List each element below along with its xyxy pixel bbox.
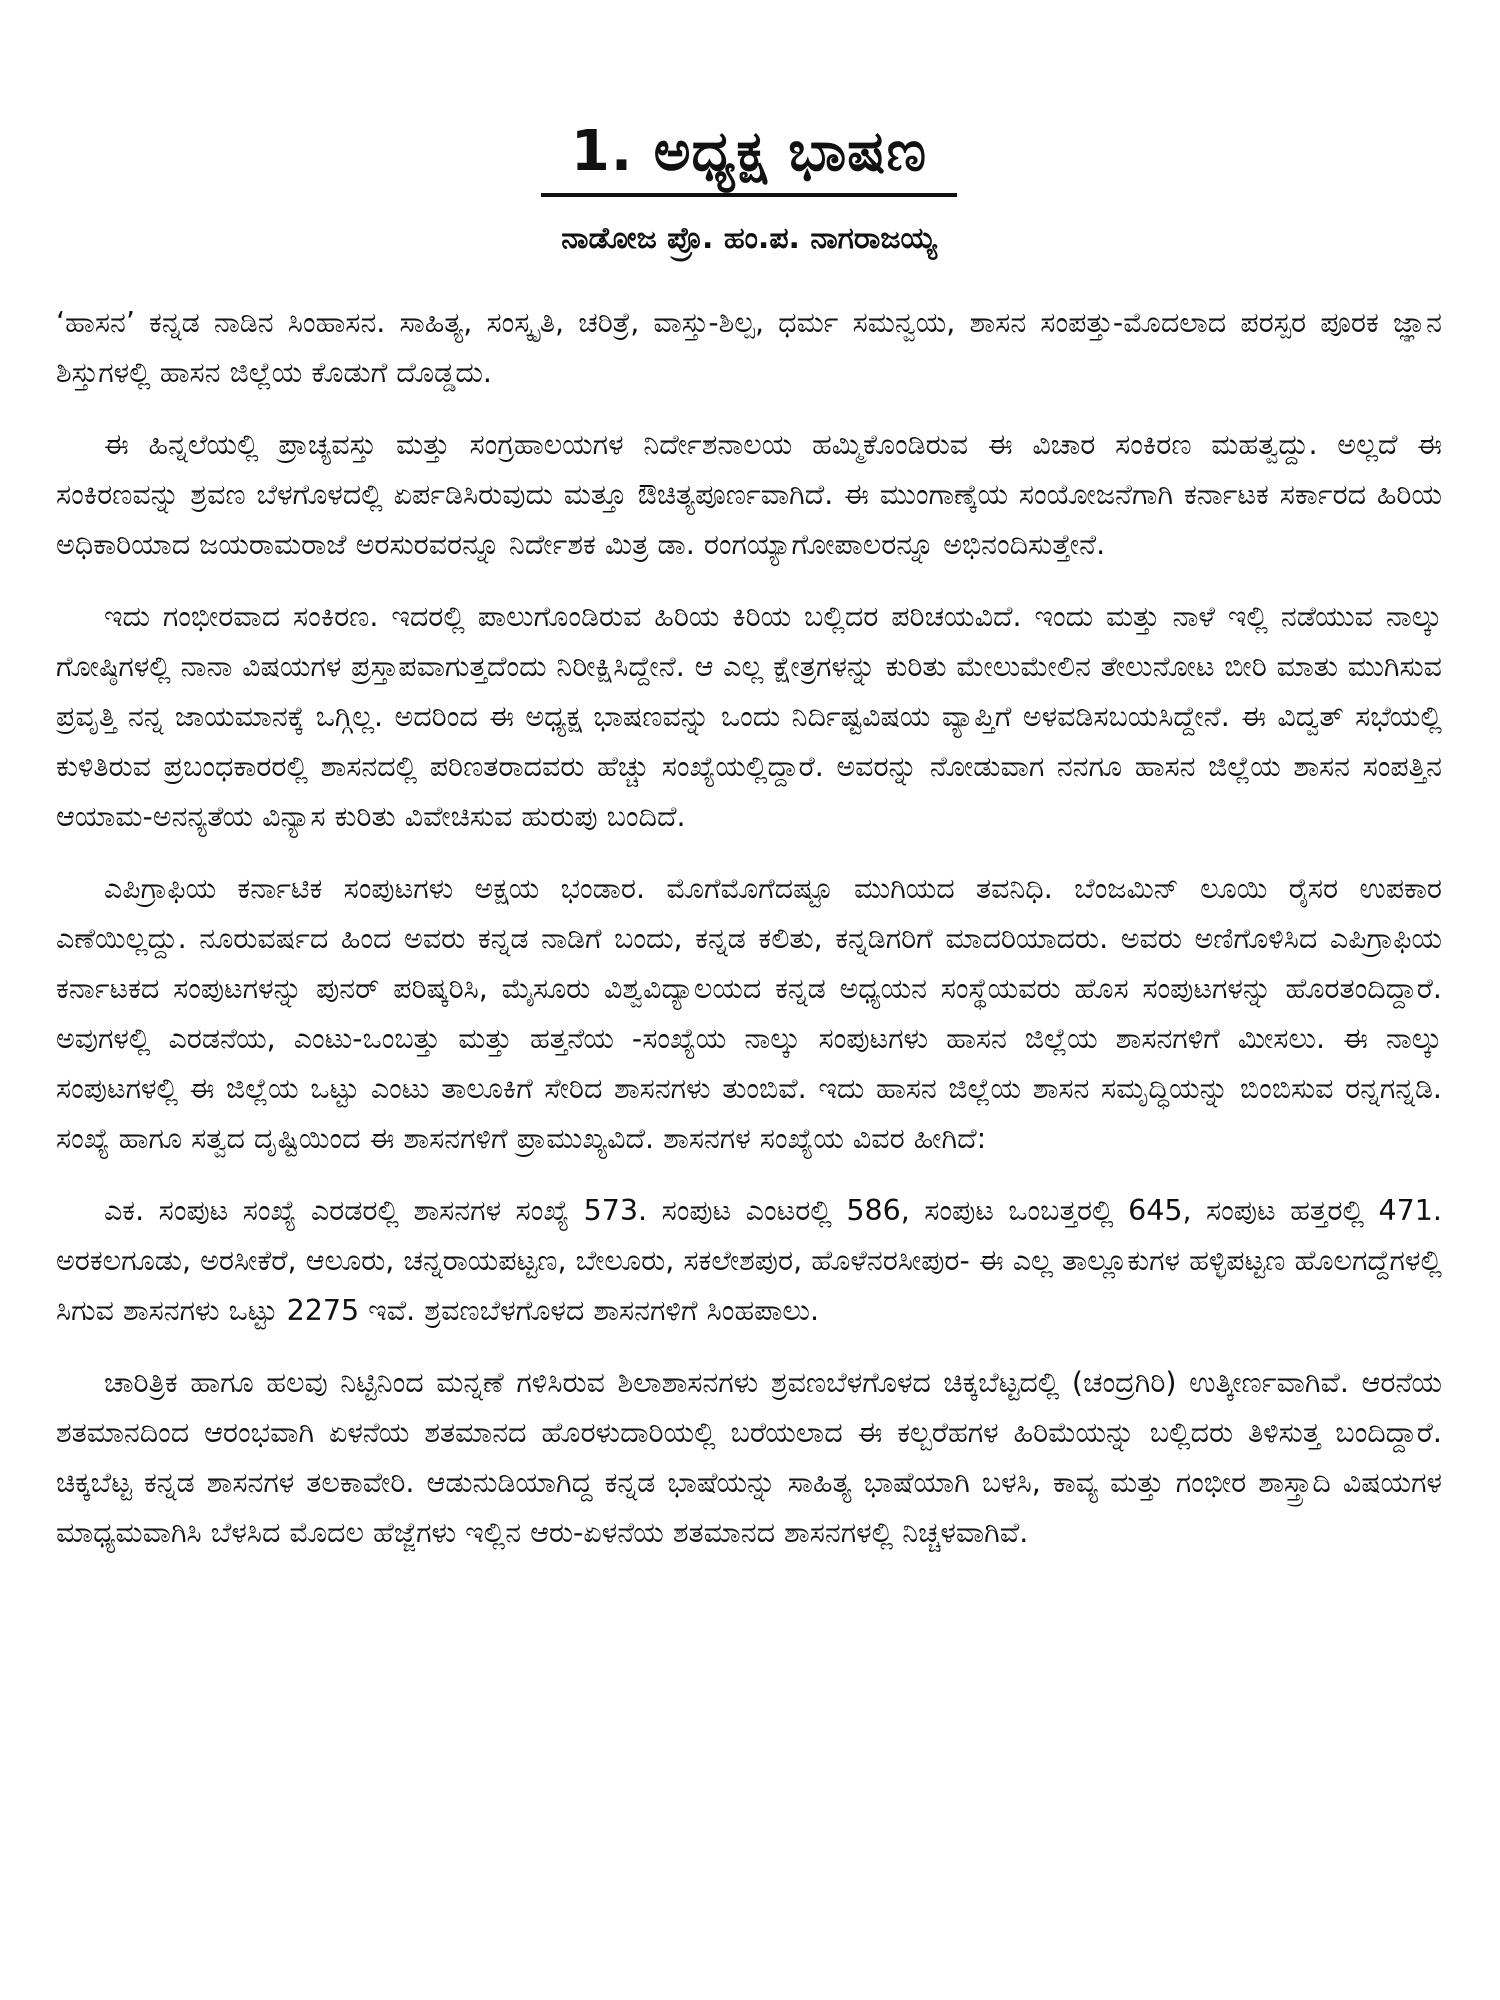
author-line: ನಾಡೋಜ ಪ್ರೊ. ಹಂ.ಪ. ನಾಗರಾಜಯ್ಯ xyxy=(561,221,937,257)
paragraph-3: ಇದು ಗಂಭೀರವಾದ ಸಂಕಿರಣ. ಇದರಲ್ಲಿ ಪಾಲುಗೊಂಡಿರುವ ಹಿರಿಯ ಕಿರಿಯ ಬಲ್ಲಿದರ ಪರಿಚಯವಿದೆ. ಇಂದು ಮತ್ತು ನಾಳೆ ಇಲ್ಲಿ ನಡೆಯುವ ನಾಲ್ಕು ಗೋಷ್ಠಿಗಳಲ್ಲಿ ನಾನಾ ವಿಷಯಗಳ ಪ್ರಸ್ತಾಪವಾಗುತ್ತದೆಂದು ನಿರೀಕ್ಷಿಸಿದ್ದೇನೆ. ಆ ಎಲ್ಲ ಕ್ಷೇತ್ರಗಳನ್ನು ಕುರಿತು ಮೇಲುಮೇಲಿನ ತೇಲುನೋಟ ಬೀರಿ ಮಾತು ಮುಗಿಸುವ ಪ್ರವೃತ್ತಿ ನನ್ನ ಜಾಯಮಾನಕ್ಕೆ ಒಗ್ಗಿಲ್ಲ. ಅದರಿಂದ ಈ ಅಧ್ಯಕ್ಷ ಭಾಷಣವನ್ನು ಒಂದು ನಿರ್ದಿಷ್ಟವಿಷಯ ವ್ಯಾಪ್ತಿಗೆ ಅಳವಡಿಸಬಯಸಿದ್ದೇನೆ. ಈ ವಿದ್ವತ್ ಸಭೆಯಲ್ಲಿ ಕುಳಿತಿರುವ ಪ್ರಬಂಧಕಾರರಲ್ಲಿ ಶಾಸನದಲ್ಲಿ ಪರಿಣತರಾದವರು ಹೆಚ್ಚು ಸಂಖ್ಯೆಯಲ್ಲಿದ್ದಾರೆ. ಅವರನ್ನು ನೋಡುವಾಗ ನನಗೂ ಹಾಸನ ಜಿಲ್ಲೆಯ ಶಾಸನ ಸಂಪತ್ತಿನ ಆಯಾಮ-ಅನನ್ಯತೆಯ ವಿನ್ಯಾಸ ಕುರಿತು ವಿವೇಚಿಸುವ ಹುರುಪು ಬಂದಿದೆ. xyxy=(56,600,1442,834)
paragraph-4: ಎಪಿಗ್ರಾಫಿಯ ಕರ್ನಾಟಿಕ ಸಂಪುಟಗಳು ಅಕ್ಷಯ ಭಂಡಾರ. ಮೊಗೆಮೊಗೆದಷ್ಟೂ ಮುಗಿಯದ ತವನಿಧಿ. ಬೆಂಜಮಿನ್ ಲೂಯಿ ರೈಸರ ಉಪಕಾರ ಎಣೆಯಿಲ್ಲದ್ದು. ನೂರುವರ್ಷದ ಹಿಂದ ಅವರು ಕನ್ನಡ ನಾಡಿಗೆ ಬಂದು, ಕನ್ನಡ ಕಲಿತು, ಕನ್ನಡಿಗರಿಗೆ ಮಾದರಿಯಾದರು. ಅವರು ಅಣಿಗೊಳಿಸಿದ ಎಪಿಗ್ರಾಫಿಯ ಕರ್ನಾಟಕದ ಸಂಪುಟಗಳನ್ನು ಪುನರ್ ಪರಿಷ್ಕರಿಸಿ, ಮೈಸೂರು ವಿಶ್ವವಿದ್ಯಾಲಯದ ಕನ್ನಡ ಅಧ್ಯಯನ ಸಂಸ್ಥೆಯವರು ಹೊಸ ಸಂಪುಟಗಳನ್ನು ಹೊರತಂದಿದ್ದಾರೆ. ಅವುಗಳಲ್ಲಿ ಎರಡನೆಯ, ಎಂಟು-ಒಂಬತ್ತು ಮತ್ತು ಹತ್ತನೆಯ -ಸಂಖ್ಯೆಯ ನಾಲ್ಕು ಸಂಪುಟಗಳು ಹಾಸನ ಜಿಲ್ಲೆಯ ಶಾಸನಗಳಿಗೆ ಮೀಸಲು. ಈ ನಾಲ್ಕು ಸಂಪುಟಗಳಲ್ಲಿ ಈ ಜಿಲ್ಲೆಯ ಒಟ್ಟು ಎಂಟು ತಾಲೂಕಿಗೆ ಸೇರಿದ ಶಾಸನಗಳು ತುಂಬಿವೆ. ಇದು ಹಾಸನ ಜಿಲ್ಲೆಯ ಶಾಸನ ಸಮೃದ್ಧಿಯನ್ನು ಬಿಂಬಿಸುವ ರನ್ನಗನ್ನಡಿ. ಸಂಖ್ಯೆ ಹಾಗೂ ಸತ್ವದ ದೃಷ್ಟಿಯಿಂದ ಈ ಶಾಸನಗಳಿಗೆ ಪ್ರಾಮುಖ್ಯವಿದೆ. ಶಾಸನಗಳ ಸಂಖ್ಯೆಯ ವಿವರ ಹೀಗಿದೆ: xyxy=(56,872,1442,1156)
chapter-title: 1. ಅಧ್ಯಕ್ಷ ಭಾಷಣ xyxy=(541,118,957,197)
body-text xyxy=(56,298,1442,1558)
paragraph-2: ಈ ಹಿನ್ನಲೆಯಲ್ಲಿ ಪ್ರಾಚ್ಯವಸ್ತು ಮತ್ತು ಸಂಗ್ರಹಾಲಯಗಳ ನಿರ್ದೇಶನಾಲಯ ಹಮ್ಮಿಕೊಂಡಿರುವ ಈ ವಿಚಾರ ಸಂಕಿರಣ ಮಹತ್ವದ್ದು. ಅಲ್ಲದೆ ಈ ಸಂಕಿರಣವನ್ನು ಶ್ರವಣ ಬೆಳಗೊಳದಲ್ಲಿ ಏರ್ಪಡಿಸಿರುವುದು ಮತ್ತೂ ಔಚಿತ್ಯಪೂರ್ಣವಾಗಿದೆ. ಈ ಮುಂಗಾಣ್ಕೆಯ ಸಂಯೋಜನೆಗಾಗಿ ಕರ್ನಾಟಕ ಸರ್ಕಾರದ ಹಿರಿಯ ಅಧಿಕಾರಿಯಾದ ಜಯರಾಮರಾಜೆ ಅರಸುರವರನ್ನೂ ನಿರ್ದೇಶಕ ಮಿತ್ರ ಡಾ. ರಂಗಯ್ಯಾಗೋಪಾಲರನ್ನೂ ಅಭಿನಂದಿಸುತ್ತೇನೆ. xyxy=(56,428,1442,562)
paragraph-5: ಎಕ. ಸಂಪುಟ ಸಂಖ್ಯೆ ಎರಡರಲ್ಲಿ ಶಾಸನಗಳ ಸಂಖ್ಯೆ 573. ಸಂಪುಟ ಎಂಟರಲ್ಲಿ 586, ಸಂಪುಟ ಒಂಬತ್ತರಲ್ಲಿ 645, ಸಂಪುಟ ಹತ್ತರಲ್ಲಿ 471. ಅರಕಲಗೂಡು, ಅರಸೀಕೆರೆ, ಆಲೂರು, ಚನ್ನರಾಯಪಟ್ಟಣ, ಬೇಲೂರು, ಸಕಲೇಶಪುರ, ಹೊಳೆನರಸೀಪುರ- ಈ ಎಲ್ಲ ತಾಲ್ಲೂಕುಗಳ ಹಳ್ಳಿಪಟ್ಟಣ ಹೊಲಗದ್ದೆಗಳಲ್ಲಿ ಸಿಗುವ ಶಾಸನಗಳು ಒಟ್ಟು 2275 ಇವೆ. ಶ್ರವಣಬೆಳಗೊಳದ ಶಾಸನಗಳಿಗೆ ಸಿಂಹಪಾಲು. xyxy=(56,1194,1442,1328)
paragraph-6: ಚಾರಿತ್ರಿಕ ಹಾಗೂ ಹಲವು ನಿಟ್ಟಿನಿಂದ ಮನ್ನಣೆ ಗಳಿಸಿರುವ ಶಿಲಾಶಾಸನಗಳು ಶ್ರವಣಬೆಳಗೊಳದ ಚಿಕ್ಕಬೆಟ್ಟದಲ್ಲಿ (ಚಂದ್ರಗಿರಿ) ಉತ್ಕೀರ್ಣವಾಗಿವೆ. ಆರನೆಯ ಶತಮಾನದಿಂದ ಆರಂಭವಾಗಿ ಏಳನೆಯ ಶತಮಾನದ ಹೊರಳುದಾರಿಯಲ್ಲಿ ಬರೆಯಲಾದ ಈ ಕಲ್ಬರೆಹಗಳ ಹಿರಿಮೆಯನ್ನು ಬಲ್ಲಿದರು ತಿಳಿಸುತ್ತ ಬಂದಿದ್ದಾರೆ. ಚಿಕ್ಕಬೆಟ್ಟ ಕನ್ನಡ ಶಾಸನಗಳ ತಲಕಾವೇರಿ. ಆಡುನುಡಿಯಾಗಿದ್ದ ಕನ್ನಡ ಭಾಷೆಯನ್ನು ಸಾಹಿತ್ಯ ಭಾಷೆಯಾಗಿ ಬಳಸಿ, ಕಾವ್ಯ ಮತ್ತು ಗಂಭೀರ ಶಾಸ್ತ್ರಾದಿ ವಿಷಯಗಳ ಮಾಧ್ಯಮವಾಗಿಸಿ ಬೆಳಸಿದ ಮೊದಲ ಹೆಜ್ಜೆಗಳು ಇಲ್ಲಿನ ಆರು-ಏಳನೆಯ ಶತಮಾನದ ಶಾಸನಗಳಲ್ಲಿ ನಿಚ್ಚಳವಾಗಿವೆ. xyxy=(56,1366,1442,1550)
title-block xyxy=(56,118,1442,197)
paragraph-1: ‘ಹಾಸನ’ ಕನ್ನಡ ನಾಡಿನ ಸಿಂಹಾಸನ. ಸಾಹಿತ್ಯ, ಸಂಸ್ಕೃತಿ, ಚರಿತ್ರೆ, ವಾಸ್ತು-ಶಿಲ್ಪ, ಧರ್ಮ ಸಮನ್ವಯ, ಶಾಸನ ಸಂಪತ್ತು-ಮೊದಲಾದ ಪರಸ್ಪರ ಪೂರಕ ಜ್ಞಾನ ಶಿಸ್ತುಗಳಲ್ಲಿ ಹಾಸನ ಜಿಲ್ಲೆಯ ಕೊಡುಗೆ ದೊಡ್ಡದು. xyxy=(56,306,1442,390)
